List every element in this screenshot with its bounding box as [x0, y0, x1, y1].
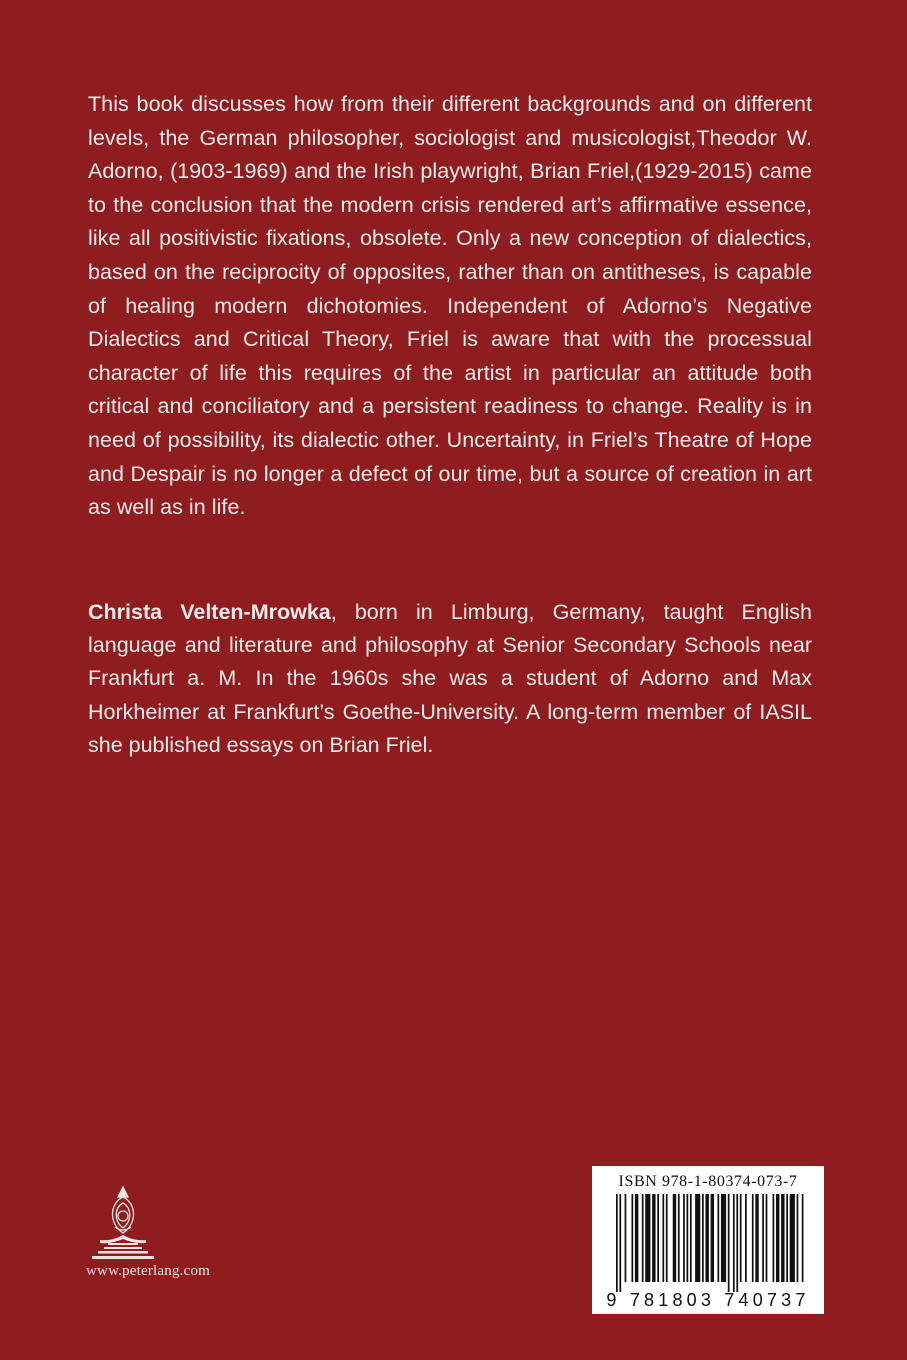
barcode-bar [619, 1194, 621, 1292]
barcode-bar [690, 1194, 692, 1282]
barcode-bar [683, 1194, 685, 1282]
barcode-bar [797, 1194, 799, 1282]
barcode-bar [678, 1194, 680, 1282]
barcode-bar [616, 1194, 618, 1292]
author-bio [88, 596, 812, 762]
barcode-bar [695, 1194, 700, 1282]
isbn-barcode [592, 1166, 824, 1314]
author-bio-text: , born in Limburg, Germany, taught English language and literature and philosophy at Senior Secondary Schools near Frankfurt a. M. In the 1960s she was a student of Adorno and Max Horkheimer at Frankfurt’s Goethe-University. A long-term member of IASIL she published essays on Brian Friel. [88, 600, 812, 757]
barcode-bar [662, 1194, 664, 1282]
barcode-bar [652, 1194, 655, 1282]
barcode-bar [702, 1194, 704, 1282]
barcode-bar [625, 1194, 627, 1282]
barcode-bar [786, 1194, 788, 1282]
barcode-bar [766, 1194, 768, 1282]
barcode-bar [645, 1194, 650, 1282]
publisher-url[interactable]: www.peterlang.com [86, 1263, 211, 1279]
barcode-bar [721, 1194, 726, 1282]
author-name: Christa Velten-Mrowka [88, 600, 331, 624]
barcode-bar [687, 1194, 689, 1282]
barcode-bar [635, 1194, 638, 1282]
barcode-bar [755, 1194, 758, 1282]
barcode-bar [631, 1194, 633, 1282]
barcode-bar [705, 1194, 708, 1282]
book-description: This book discusses how from their different backgrounds and on different levels, the German philosopher, sociologist and musicologist,Theodor W. Adorno, (1903-1969) and the Irish playwright, Brian Friel,(1929-2015) came to the conclusion that the modern crisis rendered art’s affirmative essence, like all positivistic fixations, obsolete. Only a new conception of dialectics, based on the reciprocity of opposites, rather than on antitheses, is capable of healing modern dichotomies. Independent of Adorno’s Negative Dialectics and Critical Theory, Friel is aware that with the processual character of life this requires of the artist in particular an attitude both critical and conciliatory and a persistent readiness to change. Reality is in need of possibility, its dialectic other. Uncertainty, in Friel’s Theatre of Hope and Despair is no longer a defect of our time, but a source of creation in art as well as in life. [88, 92, 812, 520]
barcode-bar [762, 1194, 764, 1282]
barcode-bar [642, 1194, 644, 1282]
barcode-bar [740, 1194, 742, 1282]
barcode-bar [711, 1194, 714, 1282]
barcode-bar [657, 1194, 659, 1282]
barcode-bar [781, 1194, 784, 1282]
barcode-bar [728, 1194, 730, 1292]
barcode-bar [745, 1194, 747, 1282]
peter-lang-logo-icon [84, 1185, 162, 1265]
barcode-bar [790, 1194, 795, 1282]
barcode-bar [666, 1194, 668, 1282]
barcode-bar [717, 1194, 719, 1282]
barcode-bar [752, 1194, 754, 1282]
barcode-bar [673, 1194, 676, 1282]
barcode-bar [802, 1194, 804, 1282]
barcode-bar [776, 1194, 779, 1282]
barcode-bars [602, 1194, 814, 1294]
isbn-label: ISBN 978-1-80374-073-7 [618, 1173, 798, 1190]
barcode-bar [736, 1194, 738, 1292]
barcode-bar [733, 1194, 735, 1292]
barcode-bar [773, 1194, 775, 1282]
isbn-digits: 9 781803 740737 [606, 1290, 810, 1310]
